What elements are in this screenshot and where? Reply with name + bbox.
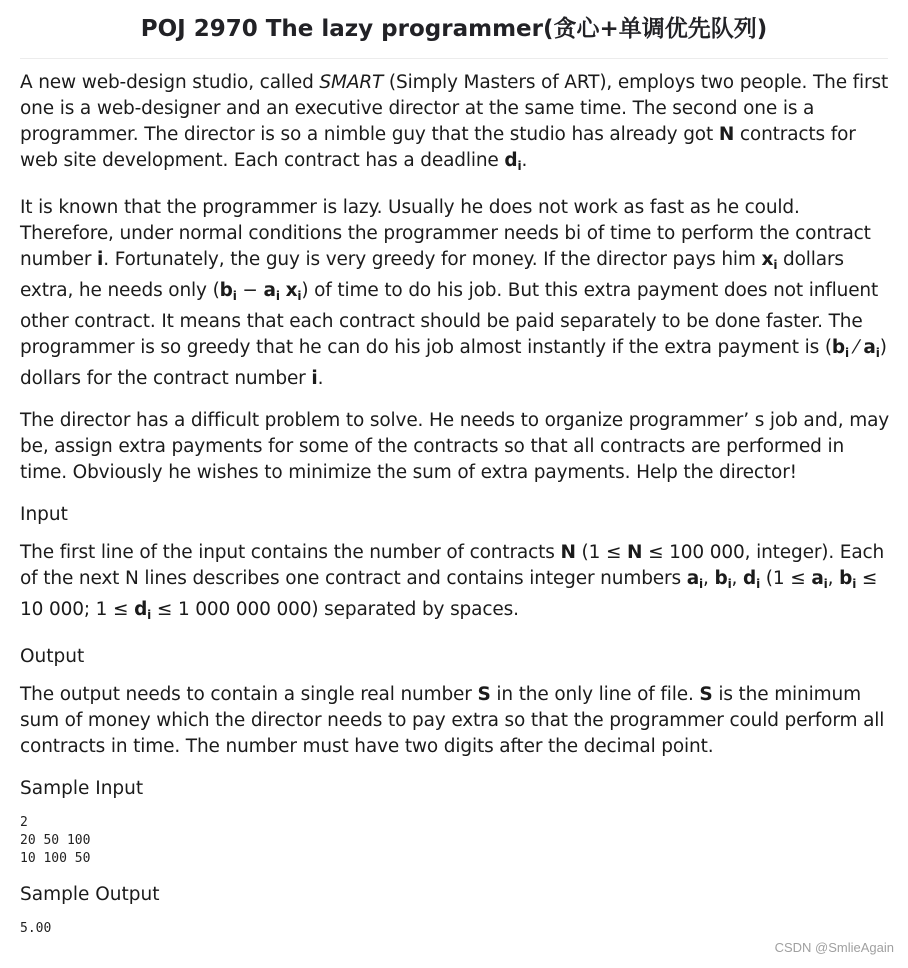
studio-name: SMART [319, 72, 384, 93]
title-divider [20, 58, 888, 59]
sample-output-heading: Sample Output [20, 884, 160, 905]
sample-input-block[interactable]: 2 20 50 100 10 100 50 [20, 815, 91, 866]
sample-output-block[interactable]: 5.00 [20, 921, 52, 936]
page-title: POJ 2970 The lazy programmer(贪心+单调优先队列) [140, 16, 768, 42]
description-paragraph-1: A new web-design studio, called SMART (Simply Masters of ART), employs two people. The first one is a web-designer and an executive director at the same time. The second one is a programmer. The director is so a nimble guy that the studio has already got N contracts for web site development. Each contract has a deadline $d_i$. [20, 72, 889, 173]
problem-body [20, 70, 890, 952]
output-heading: Output [20, 646, 85, 667]
csdn-watermark: CSDN @SmlieAgain [774, 940, 894, 955]
description-paragraph-2: It is known that the programmer is lazy. Usually he does not work as fast as he could. Therefore, under normal conditions the programmer needs bi of time to perform the contract number i. Fortunately, the guy is very greedy for money. If the director pays him $x_i$ dollars extra, he needs only ($b_i - a_i$ $x_i$) of time to do his job. But this extra payment does not influent other contract. It means that each contract should be paid separately to be done faster. The programmer is so greedy that he can do his job almost instantly if the extra payment is ($b_i$ ⁄ $a_i$) dollars for the contract number i. [20, 197, 887, 389]
output-description: The output needs to contain a single real number S in the only line of file. S is the minimum sum of money which the director needs to pay extra so that the programmer could perform all contracts in time. The number must have two digits after the decimal point. [20, 684, 885, 757]
sample-input-heading: Sample Input [20, 778, 144, 799]
description-paragraph-3: The director has a difficult problem to solve. He needs to organize programmer’ s job and, may be, assign extra payments for some of the contracts so that all contracts are performed in time. Obviously he wishes to minimize the sum of extra payments. Help the director! [20, 410, 890, 483]
input-description: The first line of the input contains the number of contracts N (1 ≤ N ≤ 100 000, integer). Each of the next N lines describes one contract and contains integer numbers $a_i$, $b_i$, $d_i$ ($1 \le a_i$, $b_i \le 10$ 000; $1 \le d_i \le 1$ 000 000 000) separated by spaces. [20, 542, 885, 622]
input-heading: Input [20, 504, 68, 525]
